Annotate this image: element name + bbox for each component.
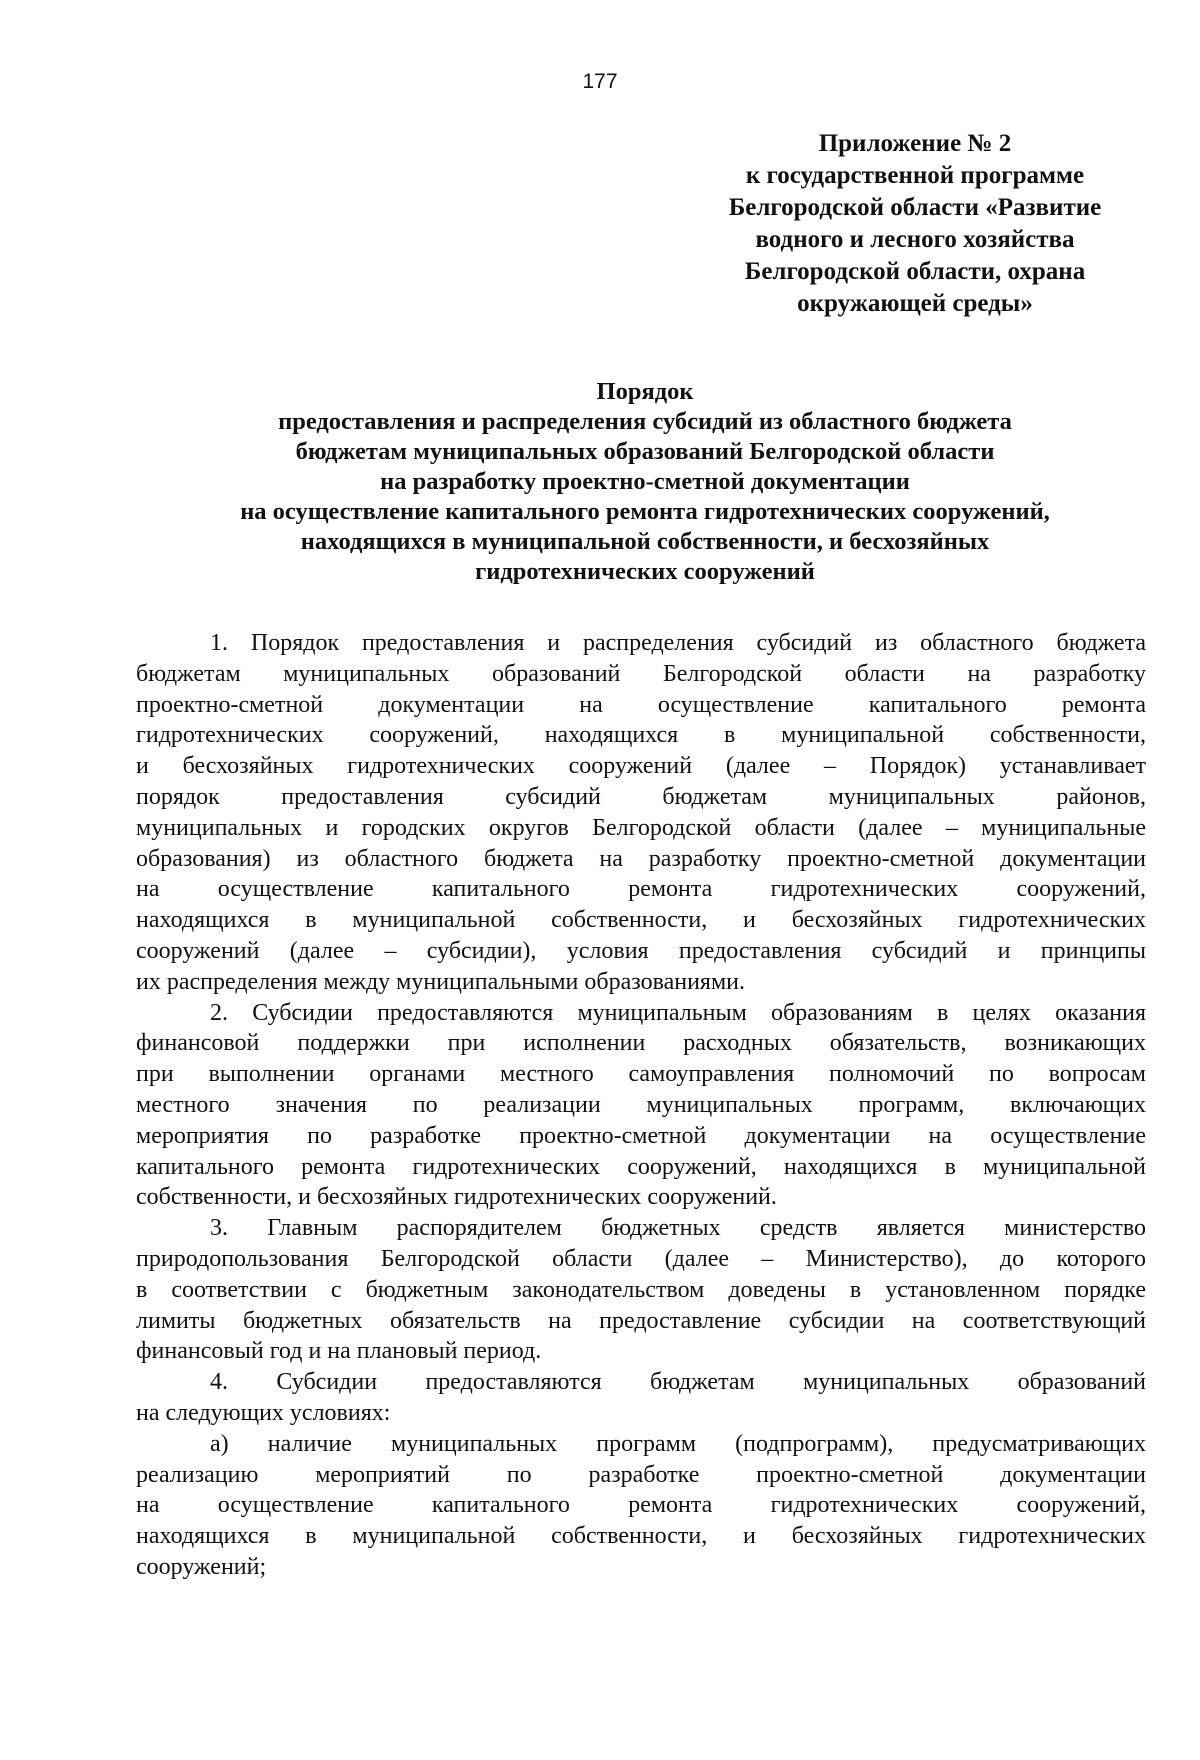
text-line: финансовой поддержки при исполнении расходных обязательств, возникающих: [136, 1030, 1146, 1057]
page-number: 177: [582, 70, 618, 93]
text-line: на осуществление капитального ремонта гидротехнических сооружений,: [136, 876, 1146, 903]
text-line: находящихся в муниципальной собственности, и бесхозяйных гидротехнических: [136, 907, 1146, 934]
title-line: бюджетам муниципальных образований Белгородской области: [295, 438, 995, 465]
text-line: 4. Субсидии предоставляются бюджетам муниципальных образований: [210, 1369, 1146, 1396]
text-line: и бесхозяйных гидротехнических сооружений (далее – Порядок) устанавливает: [136, 753, 1146, 780]
text-line: муниципальных и городских округов Белгородской области (далее – муниципальные: [136, 814, 1146, 841]
text-line: а) наличие муниципальных программ (подпрограмм), предусматривающих: [210, 1430, 1146, 1457]
text-line: мероприятия по разработке проектно-сметной документации на осуществление: [136, 1122, 1146, 1149]
document-body: [136, 628, 1146, 1583]
title-line: находящихся в муниципальной собственности, и бесхозяйных: [300, 528, 990, 555]
paragraph-4: [136, 1367, 1146, 1429]
text-line: 1. Порядок предоставления и распределения субсидий из областного бюджета: [210, 630, 1146, 656]
appendix-line: Белгородской области, охрана: [744, 258, 1086, 285]
paragraph-5: [136, 1429, 1146, 1583]
paragraph-2: [136, 998, 1146, 1214]
text-line: реализацию мероприятий по разработке проектно-сметной документации: [136, 1461, 1146, 1488]
text-line: сооружений (далее – субсидии), условия предоставления субсидий и принципы: [136, 937, 1146, 964]
text-line: гидротехнических сооружений, находящихся в муниципальной собственности,: [136, 722, 1146, 749]
text-line: капитального ремонта гидротехнических сооружений, находящихся в муниципальной: [136, 1153, 1146, 1180]
paragraph-1: [136, 628, 1146, 998]
text-line: природопользования Белгородской области (далее – Министерство), до которого: [136, 1245, 1146, 1272]
text-line: образования) из областного бюджета на разработку проектно-сметной документации: [136, 845, 1146, 872]
text-line: их распределения между муниципальными образованиями.: [136, 968, 745, 995]
title-line: Порядок: [596, 378, 694, 405]
text-line: порядок предоставления субсидий бюджетам муниципальных районов,: [136, 783, 1146, 810]
appendix-line: водного и лесного хозяйства: [755, 226, 1075, 253]
text-line: местного значения по реализации муниципальных программ, включающих: [136, 1091, 1146, 1118]
text-line: финансовый год и на плановый период.: [136, 1338, 542, 1365]
text-line: находящихся в муниципальной собственности, и бесхозяйных гидротехнических: [136, 1523, 1146, 1550]
text-line: бюджетам муниципальных образований Белгородской области на разработку: [136, 660, 1146, 687]
text-line: проектно-сметной документации на осуществление капитального ремонта: [136, 691, 1146, 718]
text-line: на осуществление капитального ремонта гидротехнических сооружений,: [136, 1492, 1146, 1519]
text-line: собственности, и бесхозяйных гидротехнических сооружений.: [136, 1184, 777, 1211]
title-line: на осуществление капитального ремонта гидротехнических сооружений,: [240, 498, 1050, 525]
appendix-header: [690, 128, 1140, 320]
text-line: лимиты бюджетных обязательств на предоставление субсидии на соответствующий: [136, 1307, 1146, 1334]
appendix-line: Приложение № 2: [818, 130, 1012, 157]
text-line: 3. Главным распорядителем бюджетных средств является министерство: [210, 1215, 1146, 1242]
paragraph-3: [136, 1213, 1146, 1367]
text-line: при выполнении органами местного самоуправления полномочий по вопросам: [136, 1061, 1146, 1088]
text-line: в соответствии с бюджетным законодательством доведены в установленном порядке: [136, 1276, 1146, 1303]
text-line: сооружений;: [136, 1553, 267, 1580]
text-line: на следующих условиях:: [136, 1399, 391, 1426]
document-title: [140, 377, 1150, 587]
appendix-line: к государственной программе: [745, 162, 1085, 189]
appendix-line: окружающей среды»: [797, 290, 1033, 317]
title-line: гидротехнических сооружений: [475, 558, 815, 585]
title-line: на разработку проектно-сметной документации: [380, 468, 910, 495]
text-line: 2. Субсидии предоставляются муниципальным образованиям в целях оказания: [210, 999, 1146, 1026]
appendix-line: Белгородской области «Развитие: [728, 194, 1102, 221]
title-line: предоставления и распределения субсидий из областного бюджета: [278, 408, 1012, 435]
